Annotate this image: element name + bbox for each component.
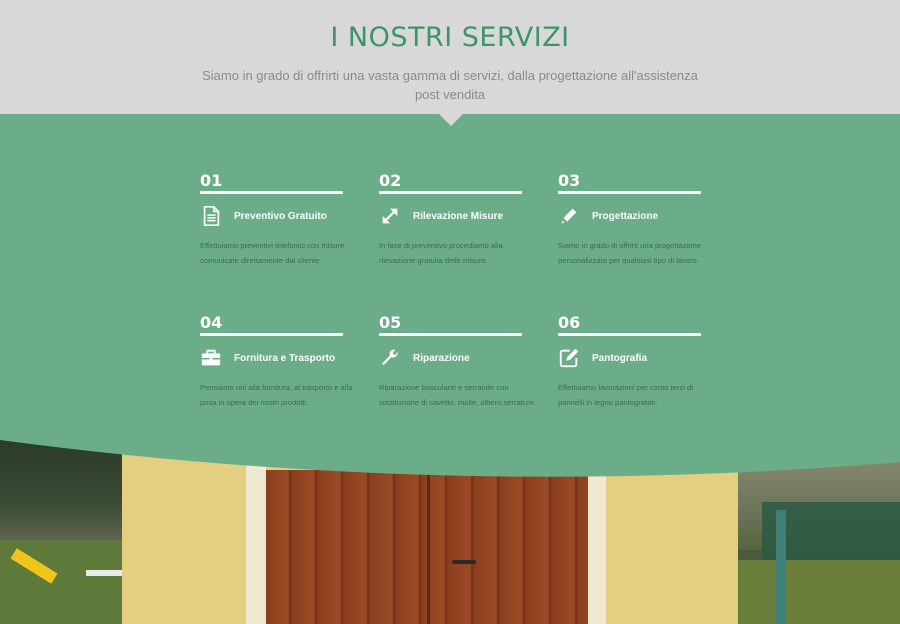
edit-square-icon xyxy=(558,347,580,369)
service-item-pantografia xyxy=(558,312,701,410)
service-item-riparazione xyxy=(379,312,537,410)
service-item-preventivo xyxy=(200,170,343,268)
service-item-progettazione xyxy=(558,170,701,268)
expand-arrows-icon xyxy=(379,205,401,227)
section-subtitle: Siamo in grado di offrirti una vasta gamma di servizi, dalla progettazione all'assistenza post vendita xyxy=(202,68,698,102)
service-description: Effettuiamo preventivi telefonici con misure comunicate direttamente dal cliente. xyxy=(200,241,345,265)
service-number: 02 xyxy=(379,171,402,190)
service-title: Riparazione xyxy=(413,352,470,364)
pencil-icon xyxy=(558,205,580,227)
service-description: Siamo in grado di offrirti una progettazione personalizzata per qualsiasi tipo di lavoro. xyxy=(558,241,701,265)
service-title: Fornitura e Trasporto xyxy=(234,352,336,364)
service-title: Rilevazione Misure xyxy=(413,210,504,222)
service-item-fornitura xyxy=(200,312,353,410)
document-icon xyxy=(200,205,222,227)
service-item-misure xyxy=(379,170,522,268)
service-description: Riparazione basculanti e serrande con sostituzione di cavetto, molle, albero,serrature. xyxy=(379,383,537,407)
briefcase-icon xyxy=(200,347,222,369)
section-curve xyxy=(0,420,900,490)
service-number: 06 xyxy=(558,313,581,332)
service-title: Progettazione xyxy=(592,210,659,222)
section-title: I NOSTRI SERVIZI xyxy=(330,22,570,53)
service-description: In fase di preventivo procediamo alla rilevazione gratuita delle misure. xyxy=(379,241,503,265)
service-number: 05 xyxy=(379,313,402,332)
service-title: Preventivo Gratuito xyxy=(234,210,327,222)
service-title: Pantografia xyxy=(592,352,648,364)
service-number: 04 xyxy=(200,313,223,332)
service-description: Pensiamo noi alla fornitura, al trasporto e alla posa in opera dei nostri prodotti. xyxy=(200,383,353,407)
service-description: Effettuiamo lavorazioni per conto terzi di pannelli in legno pantografati. xyxy=(558,383,693,407)
services-header xyxy=(0,0,900,114)
service-number: 01 xyxy=(200,171,223,190)
services-grid xyxy=(0,114,900,454)
wrench-icon xyxy=(379,347,401,369)
service-number: 03 xyxy=(558,171,581,190)
